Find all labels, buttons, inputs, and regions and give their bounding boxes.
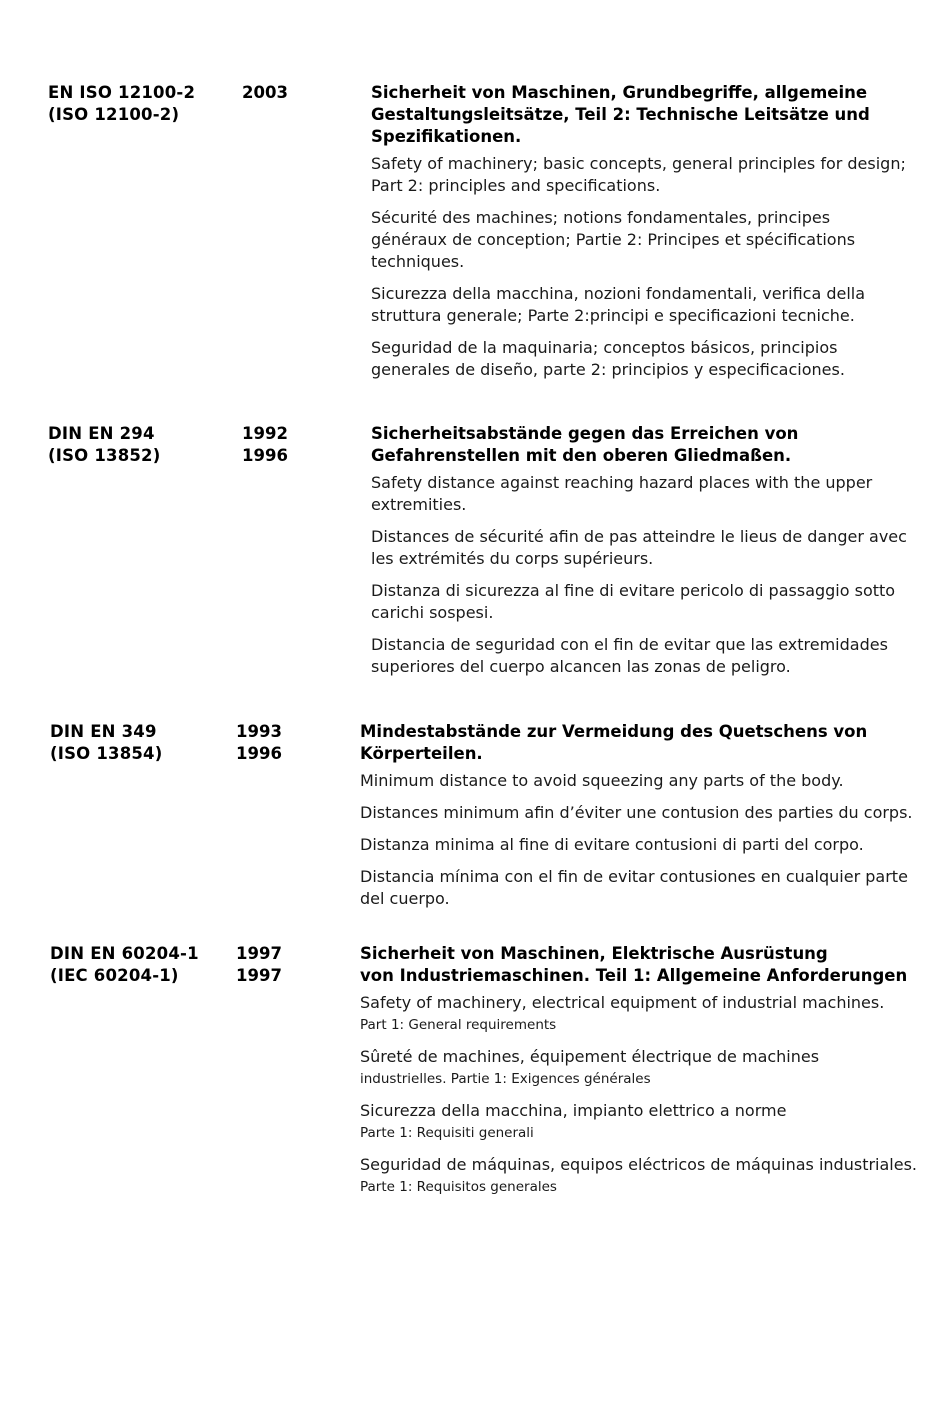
- translation-line: Minimum distance to avoid squeezing any parts of the body.: [360, 771, 844, 790]
- german-title: [371, 423, 916, 467]
- spanish-translation: [371, 634, 916, 678]
- translation-line: Seguridad de máquinas, equipos eléctricos de máquinas industriales.: [360, 1155, 917, 1174]
- standard-year: [236, 721, 282, 765]
- translation-line: Sécurité des machines; notions fondamentales, principes: [371, 208, 831, 227]
- title-line: Sicherheitsabstände gegen das Erreichen von: [371, 424, 799, 443]
- translation-line: Distanza minima al fine di evitare contusioni di parti del corpo.: [360, 835, 864, 854]
- translation-line: Safety of machinery, electrical equipment of industrial machines.: [360, 993, 885, 1012]
- year-value: 1992: [242, 424, 288, 443]
- german-title: [371, 82, 916, 148]
- year-value: 1996: [236, 744, 282, 763]
- standard-description: [360, 943, 920, 1208]
- standard-code: DIN EN 294: [48, 424, 155, 443]
- translation-line: Safety distance against reaching hazard places with the upper: [371, 473, 873, 492]
- translation-line: Distancia de seguridad con el fin de evitar que las extremidades: [371, 635, 888, 654]
- italian-translation: [360, 834, 920, 856]
- year-value: 1996: [242, 446, 288, 465]
- standard-year: [242, 82, 288, 104]
- title-line: Körperteilen.: [360, 744, 483, 763]
- spanish-translation: [371, 337, 916, 381]
- year-value: 1997: [236, 966, 282, 985]
- translation-line: Parte 1: Requisiti generali: [360, 1125, 534, 1141]
- standard-year: [236, 943, 282, 987]
- translation-line: del cuerpo.: [360, 889, 450, 908]
- translation-line: Distances de sécurité afin de pas atteindre le lieus de danger avec: [371, 527, 907, 546]
- translation-line: Safety of machinery; basic concepts, general principles for design;: [371, 154, 906, 173]
- italian-translation: [371, 580, 916, 624]
- french-translation: [371, 207, 916, 273]
- standard-number: [50, 943, 199, 987]
- translation-line: Distances minimum afin d’éviter une contusion des parties du corps.: [360, 803, 913, 822]
- translation-line: Distanza di sicurezza al fine di evitare pericolo di passaggio sotto: [371, 581, 896, 600]
- translation-line: Parte 1: Requisitos generales: [360, 1179, 557, 1195]
- spanish-translation: [360, 866, 920, 910]
- standard-number: [50, 721, 162, 765]
- english-translation: [360, 770, 920, 792]
- italian-translation: [360, 1100, 920, 1144]
- title-line: von Industriemaschinen. Teil 1: Allgemeine Anforderungen: [360, 966, 908, 985]
- translation-line: Sicurezza della macchina, nozioni fondamentali, verifica della: [371, 284, 866, 303]
- translation-line: Part 2: principles and specifications.: [371, 176, 661, 195]
- year-value: 2003: [242, 83, 288, 102]
- title-line: Sicherheit von Maschinen, Elektrische Ausrüstung: [360, 944, 828, 963]
- translation-line: superiores del cuerpo alcancen las zonas de peligro.: [371, 657, 791, 676]
- spanish-translation: [360, 1154, 920, 1198]
- standard-description: [360, 721, 920, 920]
- translation-line: industrielles. Partie 1: Exigences générales: [360, 1071, 651, 1087]
- french-translation: [360, 1046, 920, 1090]
- translation-line: extremities.: [371, 495, 467, 514]
- title-line: Mindestabstände zur Vermeidung des Quetschens von: [360, 722, 868, 741]
- title-line: Spezifikationen.: [371, 127, 522, 146]
- year-value: 1997: [236, 944, 282, 963]
- standard-iso-code: (ISO 13852): [48, 446, 161, 465]
- translation-line: Part 1: General requirements: [360, 1017, 557, 1033]
- standard-number: [48, 82, 195, 126]
- standard-code: DIN EN 349: [50, 722, 157, 741]
- title-line: Gestaltungsleitsätze, Teil 2: Technische Leitsätze und: [371, 105, 870, 124]
- standard-code: EN ISO 12100-2: [48, 83, 196, 102]
- standard-iso-code: (ISO 12100-2): [48, 105, 180, 124]
- translation-line: struttura generale; Parte 2:principi e specificazioni tecniche.: [371, 306, 855, 325]
- title-line: Gefahrenstellen mit den oberen Gliedmaßen.: [371, 446, 792, 465]
- standard-code: DIN EN 60204-1: [50, 944, 199, 963]
- english-translation: [360, 992, 920, 1036]
- translation-line: généraux de conception; Partie 2: Principes et spécifications: [371, 230, 856, 249]
- translation-line: Sûreté de machines, équipement électrique de machines: [360, 1047, 820, 1066]
- standard-description: [371, 423, 916, 688]
- italian-translation: [371, 283, 916, 327]
- year-value: 1993: [236, 722, 282, 741]
- translation-line: carichi sospesi.: [371, 603, 494, 622]
- translation-line: generales de diseño, parte 2: principios y especificaciones.: [371, 360, 845, 379]
- german-title: [360, 721, 920, 765]
- standard-description: [371, 82, 916, 391]
- standard-year: [242, 423, 288, 467]
- title-line: Sicherheit von Maschinen, Grundbegriffe, allgemeine: [371, 83, 868, 102]
- translation-line: techniques.: [371, 252, 465, 271]
- english-translation: [371, 153, 916, 197]
- standard-iso-code: (ISO 13854): [50, 744, 163, 763]
- french-translation: [371, 526, 916, 570]
- translation-line: les extrémités du corps supérieurs.: [371, 549, 654, 568]
- english-translation: [371, 472, 916, 516]
- standard-iec-code: (IEC 60204-1): [50, 966, 179, 985]
- german-title: [360, 943, 920, 987]
- standard-number: [48, 423, 160, 467]
- translation-line: Seguridad de la maquinaria; conceptos básicos, principios: [371, 338, 838, 357]
- translation-line: Distancia mínima con el fin de evitar contusiones en cualquier parte: [360, 867, 908, 886]
- translation-line: Sicurezza della macchina, impianto elettrico a norme: [360, 1101, 787, 1120]
- french-translation: [360, 802, 920, 824]
